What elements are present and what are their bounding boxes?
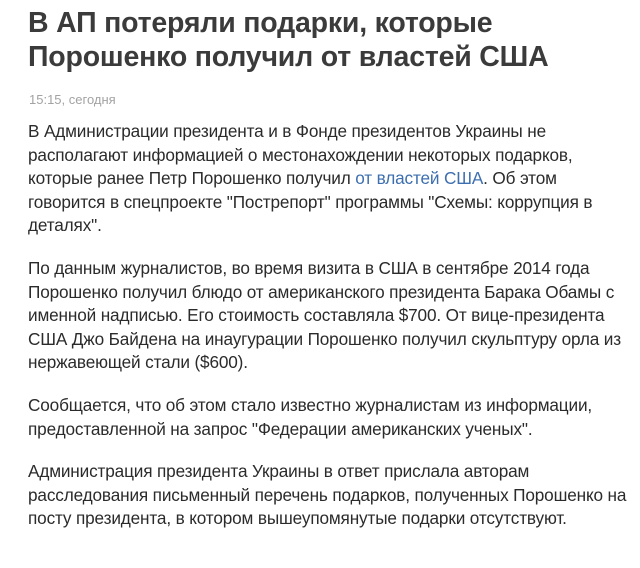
- news-article: [28, 0, 634, 550]
- article-body: [28, 120, 634, 531]
- paragraph-1-text-end: . Об этом говорится в спецпроекте "Пострепорт" программы "Схемы: коррупция в деталях".: [28, 168, 593, 236]
- article-timestamp: 15:15, сегодня: [29, 92, 116, 107]
- paragraph-1: [28, 120, 634, 238]
- us-authorities-link[interactable]: от властей США: [355, 168, 484, 189]
- paragraph-2: По данным журналистов, во время визита в США в сентябре 2014 года Порошенко получил блюдо от американского президента Барака Обамы с именной надписью. Его стоимость составляла $700. От вице-президента США Джо Байдена на инаугурации Порошенко получил скульптуру орла из нержавеющей стали ($600).: [28, 257, 621, 373]
- article-headline: В АП потеряли подарки, которые Порошенко получил от властей США: [28, 7, 549, 73]
- paragraph-3: Сообщается, что об этом стало известно журналистам из информации, предоставленной на запрос "Федерации американских ученых".: [28, 394, 593, 439]
- paragraph-4: Администрация президента Украины в ответ прислала авторам расследования письменный перечень подарков, полученных Порошенко на посту президента, в котором вышеупомянутые подарки отсутствуют.: [28, 461, 627, 529]
- paragraph-1-text-start: В Администрации президента и в Фонде президентов Украины не располагают информацией о местонахождении некоторых подарков, которые ранее Петр Порошенко получил: [28, 121, 573, 189]
